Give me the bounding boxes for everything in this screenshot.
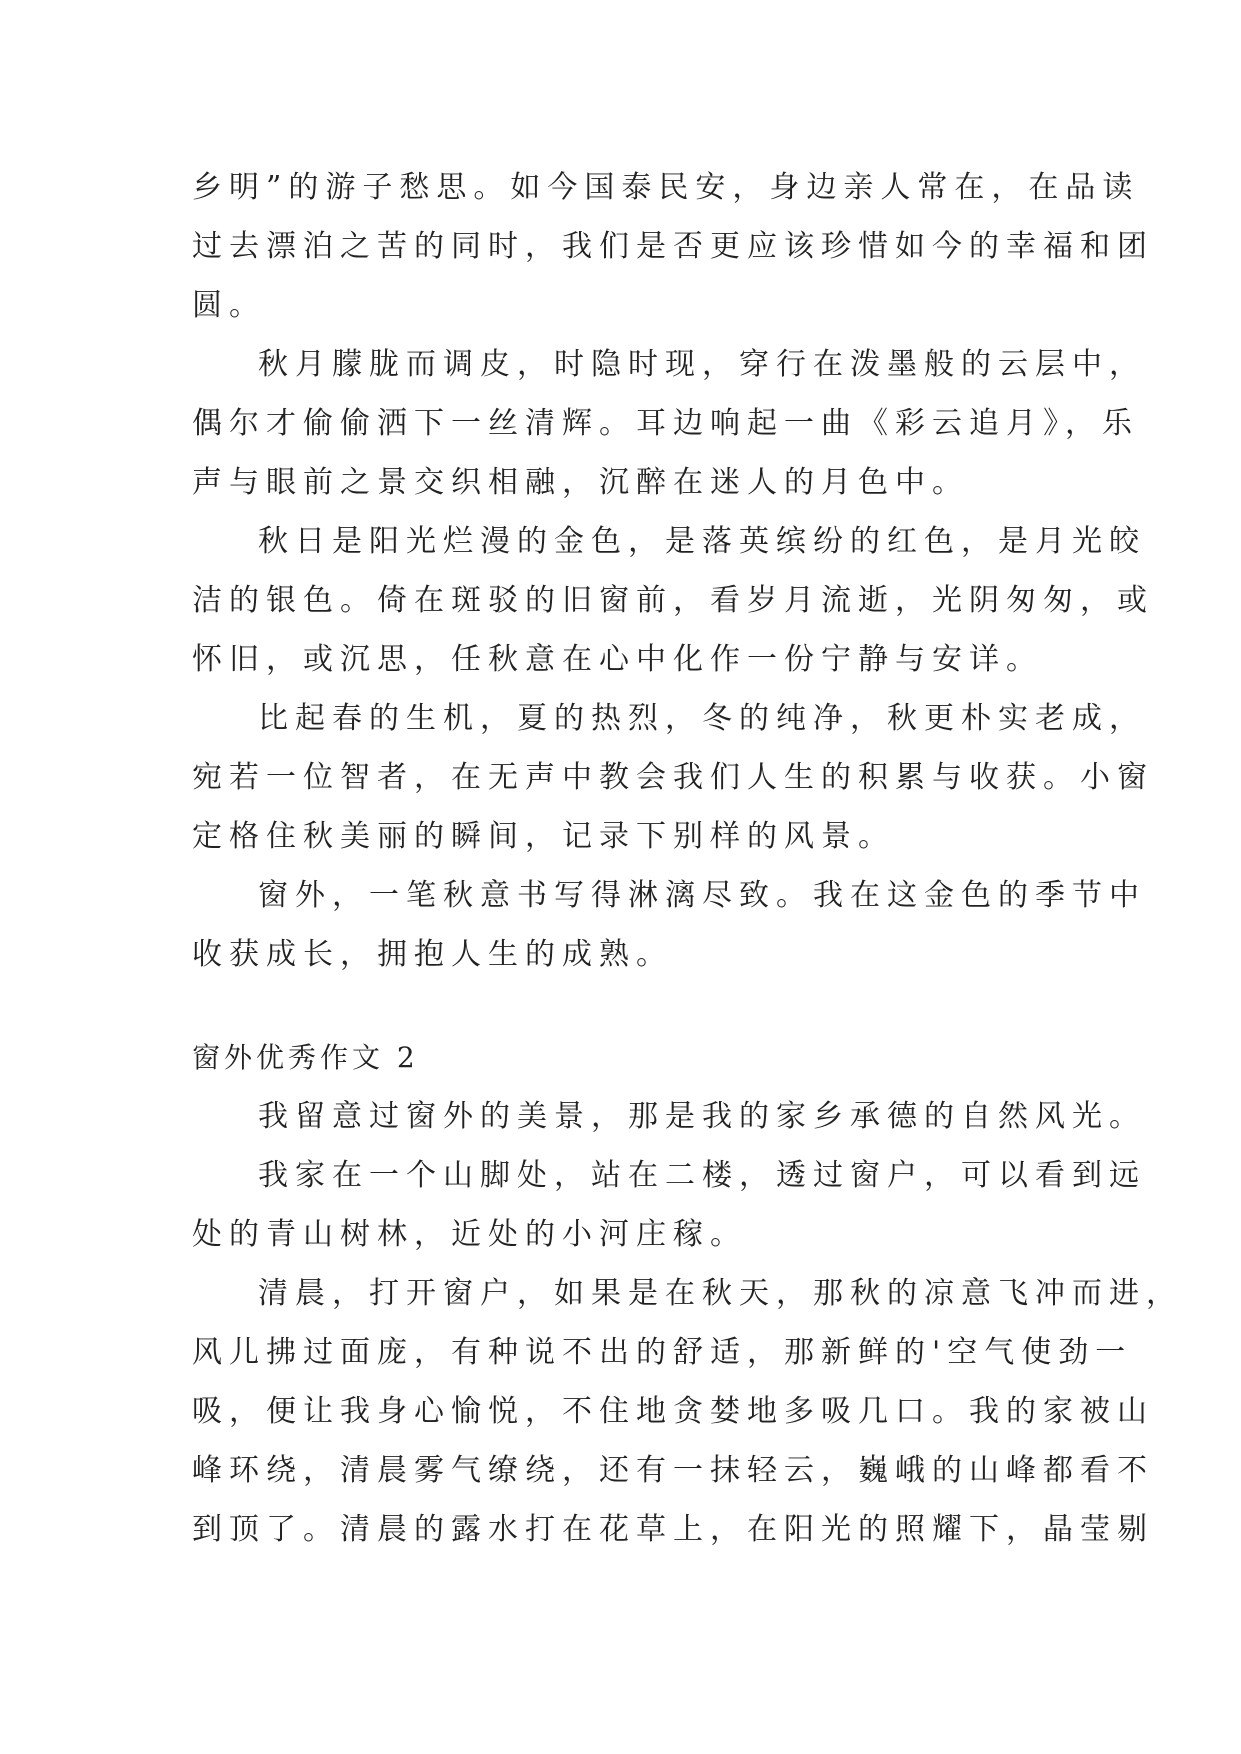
text-line: 吸，便让我身心愉悦，不住地贪婪地多吸几口。我的家被山 [192,1394,1154,1429]
text-line: 宛若一位智者，在无声中教会我们人生的积累与收获。小窗 [192,760,1154,795]
text-line: 我家在一个山脚处，站在二楼，透过窗户，可以看到远 [258,1158,1146,1193]
text-line: 圆。 [192,288,266,323]
text-line: 声与眼前之景交织相融，沉醉在迷人的月色中。 [192,465,969,500]
text-line: 比起春的生机，夏的热烈，冬的纯净，秋更朴实老成， [258,701,1146,736]
text-line: 秋月朦胧而调皮，时隐时现，穿行在泼墨般的云层中， [258,347,1146,382]
text-line: 过去漂泊之苦的同时，我们是否更应该珍惜如今的幸福和团 [192,229,1154,264]
text-line: 怀旧，或沉思，任秋意在心中化作一份宁静与安详。 [192,642,1043,677]
text-line: 窗外，一笔秋意书写得淋漓尽致。我在这金色的季节中 [258,878,1146,913]
text-line: 我留意过窗外的美景，那是我的家乡承德的自然风光。 [258,1099,1146,1134]
text-line: 清晨，打开窗户，如果是在秋天，那秋的凉意飞冲而进， [258,1276,1183,1311]
text-line: 风儿拂过面庞，有种说不出的舒适，那新鲜的'空气使劲一 [192,1335,1133,1370]
text-line: 收获成长，拥抱人生的成熟。 [192,937,673,972]
section-heading: 窗外优秀作文 2 [192,1041,419,1074]
text-line: 秋日是阳光烂漫的金色，是落英缤纷的红色，是月光皎 [258,524,1146,559]
text-line: 偶尔才偷偷洒下一丝清辉。耳边响起一曲《彩云追月》，乐 [192,406,1139,441]
text-line: 峰环绕，清晨雾气缭绕，还有一抹轻云，巍峨的山峰都看不 [192,1453,1154,1488]
text-line: 到顶了。清晨的露水打在花草上，在阳光的照耀下，晶莹剔 [192,1512,1154,1547]
text-line: 洁的银色。倚在斑驳的旧窗前，看岁月流逝，光阴匆匆，或 [192,583,1154,618]
text-line: 乡明”的游子愁思。如今国泰民安，身边亲人常在，在品读 [192,170,1140,205]
text-line: 定格住秋美丽的瞬间，记录下别样的风景。 [192,819,895,854]
text-line: 处的青山树林，近处的小河庄稼。 [192,1217,747,1252]
